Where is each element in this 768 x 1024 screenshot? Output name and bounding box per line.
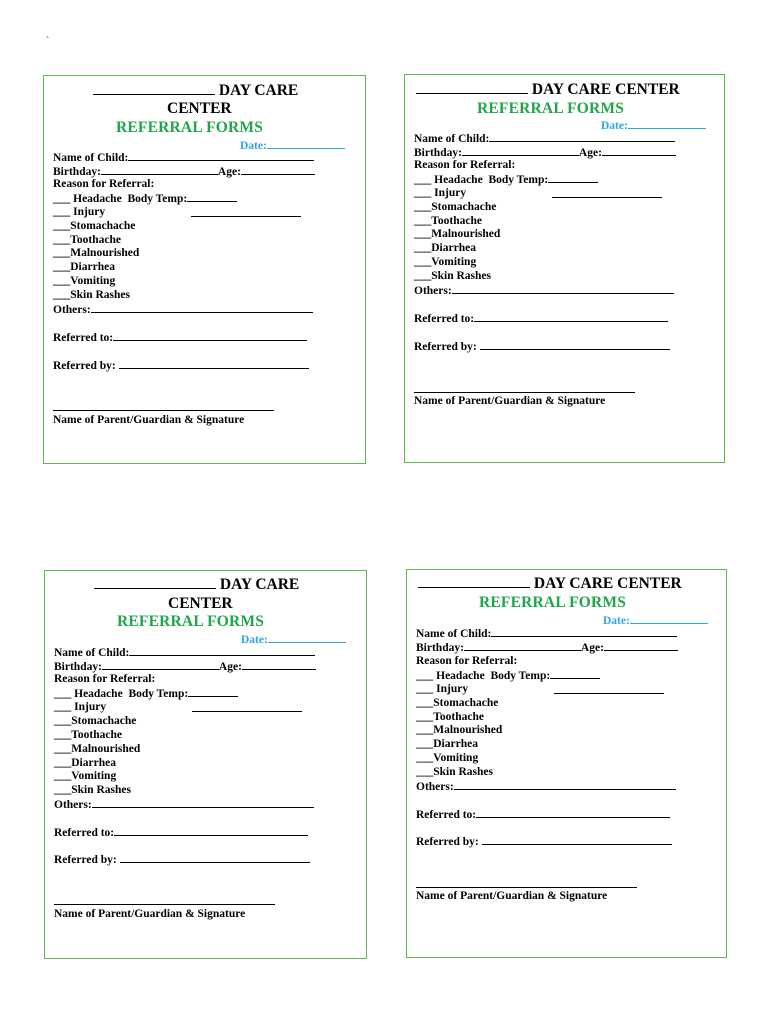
reason-heading: Reason for Referral: bbox=[416, 655, 518, 667]
birthday-field bbox=[416, 640, 678, 655]
body-temp-blank[interactable] bbox=[550, 668, 600, 679]
vomiting-option[interactable]: ___Vomiting bbox=[414, 256, 477, 268]
others-label: Others: bbox=[53, 304, 91, 316]
injury-detail-blank[interactable] bbox=[191, 216, 301, 217]
headache-option[interactable] bbox=[414, 172, 598, 187]
form-title: REFERRAL FORMS bbox=[117, 613, 265, 630]
form-title: REFERRAL FORMS bbox=[116, 119, 264, 136]
child-name-blank[interactable] bbox=[129, 645, 315, 656]
malnourished-option[interactable]: ___Malnourished bbox=[414, 228, 501, 240]
center-label: DAY CARE CENTER bbox=[531, 81, 680, 98]
corner-mark: ` bbox=[46, 36, 50, 47]
body-temp-label: Body Temp: bbox=[488, 174, 549, 186]
child-name-label: Name of Child: bbox=[414, 133, 490, 145]
center-name-blank[interactable] bbox=[93, 84, 215, 95]
referred-by-label: Referred by: bbox=[414, 341, 477, 353]
toothache-option[interactable]: ___Toothache bbox=[54, 729, 122, 741]
birthday-blank[interactable] bbox=[102, 659, 219, 670]
referred-to-label: Referred to: bbox=[414, 313, 475, 325]
vomiting-option[interactable]: ___Vomiting bbox=[53, 275, 116, 287]
parent-signature-label: Name of Parent/Guardian & Signature bbox=[414, 395, 606, 407]
reason-heading: Reason for Referral: bbox=[54, 673, 156, 685]
others-blank[interactable] bbox=[452, 283, 674, 294]
toothache-option[interactable]: ___Toothache bbox=[416, 711, 484, 723]
injury-detail-blank[interactable] bbox=[554, 693, 664, 694]
parent-signature-label: Name of Parent/Guardian & Signature bbox=[53, 414, 245, 426]
headache-label: ___ Headache bbox=[53, 193, 122, 205]
diarrhea-option[interactable]: ___Diarrhea bbox=[416, 738, 478, 750]
referred-to-label: Referred to: bbox=[416, 809, 477, 821]
age-blank[interactable] bbox=[604, 640, 678, 651]
child-name-blank[interactable] bbox=[491, 626, 677, 637]
center-label: DAY CARE CENTER bbox=[533, 575, 682, 592]
child-name-blank[interactable] bbox=[489, 131, 675, 142]
reason-heading: Reason for Referral: bbox=[414, 159, 516, 171]
birthday-label: Birthday: bbox=[414, 147, 462, 159]
injury-option[interactable] bbox=[414, 186, 466, 200]
injury-detail-blank[interactable] bbox=[192, 711, 302, 712]
body-temp-label: Body Temp: bbox=[128, 688, 189, 700]
form-header bbox=[416, 81, 680, 99]
others-blank[interactable] bbox=[91, 302, 313, 313]
others-field bbox=[416, 779, 676, 794]
headache-label: ___ Headache bbox=[414, 174, 483, 186]
referral-form-card-bottom-left bbox=[44, 570, 367, 959]
toothache-option[interactable]: ___Toothache bbox=[414, 215, 482, 227]
others-label: Others: bbox=[54, 799, 92, 811]
stomachache-option[interactable]: ___Stomachache bbox=[414, 201, 497, 213]
diarrhea-option[interactable]: ___Diarrhea bbox=[53, 261, 115, 273]
vomiting-option[interactable]: ___Vomiting bbox=[416, 752, 479, 764]
birthday-blank[interactable] bbox=[462, 145, 579, 156]
others-blank[interactable] bbox=[92, 797, 314, 808]
referred-by-label: Referred by: bbox=[54, 854, 117, 866]
child-name-field bbox=[414, 131, 675, 146]
center-name-blank[interactable] bbox=[94, 578, 216, 589]
date-blank[interactable] bbox=[268, 632, 346, 643]
reason-heading: Reason for Referral: bbox=[53, 178, 155, 190]
others-label: Others: bbox=[414, 285, 452, 297]
signature-line[interactable] bbox=[416, 887, 637, 888]
child-name-field bbox=[54, 645, 315, 660]
center-name-blank[interactable] bbox=[418, 577, 530, 588]
age-label: Age: bbox=[580, 642, 604, 654]
headache-option[interactable] bbox=[54, 686, 238, 701]
parent-signature-label: Name of Parent/Guardian & Signature bbox=[54, 908, 246, 920]
age-blank[interactable] bbox=[242, 659, 316, 670]
date-label: Date: bbox=[603, 615, 630, 627]
referred-by-blank[interactable] bbox=[120, 852, 310, 863]
child-name-field bbox=[416, 626, 677, 641]
center-word: CENTER bbox=[167, 100, 232, 117]
date-label: Date: bbox=[240, 140, 267, 152]
referred-to-label: Referred to: bbox=[53, 332, 114, 344]
malnourished-option[interactable]: ___Malnourished bbox=[53, 247, 140, 259]
referred-by-field bbox=[414, 339, 670, 354]
injury-option[interactable] bbox=[416, 682, 468, 696]
others-label: Others: bbox=[416, 781, 454, 793]
malnourished-option[interactable]: ___Malnourished bbox=[416, 724, 503, 736]
child-name-label: Name of Child: bbox=[53, 152, 129, 164]
referred-by-field bbox=[53, 358, 309, 373]
date-label: Date: bbox=[241, 634, 268, 646]
headache-option[interactable] bbox=[53, 191, 237, 206]
skin-rashes-option[interactable]: ___Skin Rashes bbox=[414, 270, 492, 282]
skin-rashes-option[interactable]: ___Skin Rashes bbox=[54, 784, 132, 796]
headache-option[interactable] bbox=[416, 668, 600, 683]
others-field bbox=[414, 283, 674, 298]
child-name-label: Name of Child: bbox=[54, 647, 130, 659]
age-label: Age: bbox=[218, 661, 242, 673]
birthday-blank[interactable] bbox=[464, 640, 581, 651]
age-label: Age: bbox=[217, 166, 241, 178]
toothache-option[interactable]: ___Toothache bbox=[53, 234, 121, 246]
form-header bbox=[418, 575, 682, 593]
date-blank[interactable] bbox=[267, 138, 345, 149]
stomachache-option[interactable]: ___Stomachache bbox=[54, 715, 137, 727]
others-field bbox=[53, 302, 313, 317]
others-field bbox=[54, 797, 314, 812]
referred-by-label: Referred by: bbox=[416, 836, 479, 848]
injury-label: ___ Injury bbox=[416, 683, 469, 695]
body-temp-blank[interactable] bbox=[548, 172, 598, 183]
injury-label: ___ Injury bbox=[53, 206, 106, 218]
referred-by-blank[interactable] bbox=[119, 358, 309, 369]
headache-label: ___ Headache bbox=[54, 688, 123, 700]
vomiting-option[interactable]: ___Vomiting bbox=[54, 770, 117, 782]
referral-form-card-bottom-right bbox=[406, 569, 727, 958]
body-temp-label: Body Temp: bbox=[490, 670, 551, 682]
referred-to-label: Referred to: bbox=[54, 827, 115, 839]
referred-to-field bbox=[416, 807, 670, 822]
signature-line[interactable] bbox=[53, 410, 274, 411]
body-temp-blank[interactable] bbox=[188, 686, 238, 697]
referral-form-card-top-left bbox=[43, 75, 366, 464]
injury-option[interactable] bbox=[53, 205, 105, 219]
date-blank[interactable] bbox=[630, 613, 708, 624]
date-field bbox=[603, 613, 708, 627]
referred-by-blank[interactable] bbox=[480, 339, 670, 350]
referred-by-label: Referred by: bbox=[53, 360, 116, 372]
date-field bbox=[601, 118, 706, 132]
body-temp-blank[interactable] bbox=[187, 191, 237, 202]
referred-to-blank[interactable] bbox=[114, 825, 308, 836]
referred-to-field bbox=[53, 330, 307, 345]
injury-label: ___ Injury bbox=[54, 701, 107, 713]
referred-by-field bbox=[54, 852, 310, 867]
referred-to-blank[interactable] bbox=[476, 807, 670, 818]
form-header bbox=[94, 576, 299, 594]
referred-to-blank[interactable] bbox=[113, 330, 307, 341]
form-header bbox=[93, 82, 298, 100]
injury-option[interactable] bbox=[54, 700, 106, 714]
birthday-blank[interactable] bbox=[101, 164, 218, 175]
center-name-blank[interactable] bbox=[416, 83, 528, 94]
signature-line[interactable] bbox=[414, 392, 635, 393]
age-label: Age: bbox=[578, 147, 602, 159]
referred-by-field bbox=[416, 834, 672, 849]
center-word: CENTER bbox=[168, 595, 233, 612]
skin-rashes-option[interactable]: ___Skin Rashes bbox=[53, 289, 131, 301]
diarrhea-option[interactable]: ___Diarrhea bbox=[54, 757, 116, 769]
others-blank[interactable] bbox=[454, 779, 676, 790]
form-title: REFERRAL FORMS bbox=[477, 100, 625, 117]
stomachache-option[interactable]: ___Stomachache bbox=[416, 697, 499, 709]
center-label: DAY CARE bbox=[218, 82, 299, 99]
birthday-label: Birthday: bbox=[416, 642, 464, 654]
child-name-field bbox=[53, 150, 314, 165]
child-name-blank[interactable] bbox=[128, 150, 314, 161]
form-title: REFERRAL FORMS bbox=[479, 594, 627, 611]
parent-signature-label: Name of Parent/Guardian & Signature bbox=[416, 890, 608, 902]
diarrhea-option[interactable]: ___Diarrhea bbox=[414, 242, 476, 254]
injury-label: ___ Injury bbox=[414, 187, 467, 199]
age-blank[interactable] bbox=[602, 145, 676, 156]
age-blank[interactable] bbox=[241, 164, 315, 175]
referred-to-field bbox=[54, 825, 308, 840]
date-field bbox=[241, 632, 346, 646]
signature-line[interactable] bbox=[54, 904, 275, 905]
birthday-label: Birthday: bbox=[53, 166, 101, 178]
referred-to-field bbox=[414, 311, 668, 326]
referred-by-blank[interactable] bbox=[482, 834, 672, 845]
malnourished-option[interactable]: ___Malnourished bbox=[54, 743, 141, 755]
date-blank[interactable] bbox=[628, 118, 706, 129]
date-label: Date: bbox=[601, 120, 628, 132]
center-label: DAY CARE bbox=[219, 576, 300, 593]
stomachache-option[interactable]: ___Stomachache bbox=[53, 220, 136, 232]
headache-label: ___ Headache bbox=[416, 670, 485, 682]
referred-to-blank[interactable] bbox=[474, 311, 668, 322]
skin-rashes-option[interactable]: ___Skin Rashes bbox=[416, 766, 494, 778]
injury-detail-blank[interactable] bbox=[552, 197, 662, 198]
child-name-label: Name of Child: bbox=[416, 628, 492, 640]
referral-form-card-top-right bbox=[404, 74, 725, 463]
body-temp-label: Body Temp: bbox=[127, 193, 188, 205]
birthday-label: Birthday: bbox=[54, 661, 102, 673]
